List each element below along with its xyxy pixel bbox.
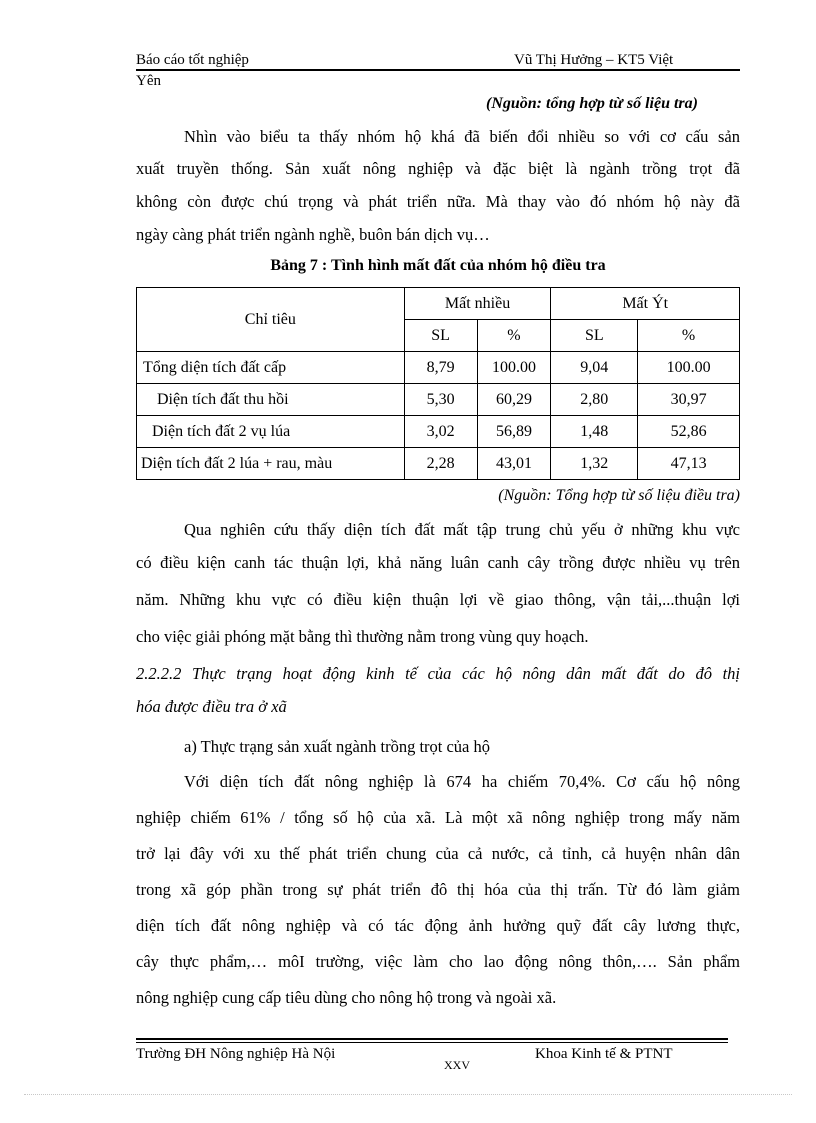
para3-line: cây thực phẩm,… môI trường, việc làm cho lao động nông thôn,…. Sản phẩm <box>136 952 740 971</box>
para3-line: diện tích đất nông nghiệp và có tác động ảnh hưởng quỹ đất cây lương thực, <box>136 916 740 935</box>
para3-line: Với diện tích đất nông nghiệp là 674 ha chiếm 70,4%. Cơ cấu hộ nông <box>184 772 740 791</box>
footer-rule-bottom <box>136 1042 728 1043</box>
para2-line: cho việc giải phóng mặt bằng thì thường nằm trong vùng quy hoạch. <box>136 627 589 646</box>
para1-line: không còn được chú trọng và phát triển nữa. Mà thay vào đó nhóm hộ này đã <box>136 192 740 211</box>
row-label: Diện tích đất 2 vụ lúa <box>137 416 405 448</box>
cell: 3,02 <box>404 416 477 448</box>
cell: 47,13 <box>638 448 740 480</box>
header-wrap: Yên <box>136 73 161 89</box>
cell: 56,89 <box>477 416 551 448</box>
cell: 100.00 <box>477 352 551 384</box>
col-indicator-header: Chỉ tiêu <box>137 288 405 352</box>
table-title: Bảng 7 : Tình hình mất đất của nhóm hộ điều tra <box>270 257 606 274</box>
page-number: XXV <box>444 1058 470 1072</box>
row-label: Diện tích đất thu hồi <box>137 384 405 416</box>
cell: 43,01 <box>477 448 551 480</box>
footer-left: Trường ĐH Nông nghiệp Hà Nội <box>136 1046 336 1062</box>
sub-header-pct: % <box>477 320 551 352</box>
footer-right: Khoa Kinh tế & PTNT <box>535 1046 673 1062</box>
section-heading-cont: hóa được điều tra ở xã <box>136 697 287 716</box>
table-row <box>137 384 740 416</box>
para3-line: nông nghiệp cung cấp tiêu dùng cho nông hộ trong và ngoài xã. <box>136 988 557 1007</box>
row-label: Diện tích đất 2 lúa + rau, màu <box>137 448 405 480</box>
para1-line: Nhìn vào biểu ta thấy nhóm hộ khá đã biến đổi nhiều so với cơ cấu sản <box>184 127 740 146</box>
header-left: Báo cáo tốt nghiệp <box>136 52 249 68</box>
cell: 100.00 <box>638 352 740 384</box>
para1-line: xuất truyền thống. Sản xuất nông nghiệp và đặc biệt là ngành trồng trọt đã <box>136 159 740 178</box>
para3-line: trong xã góp phần trong sự phát triển đô thị hóa của thị trấn. Từ đó làm giảm <box>136 880 740 899</box>
subsection-heading: a) Thực trạng sản xuất ngành trồng trọt của hộ <box>184 737 491 756</box>
sub-header-sl: SL <box>551 320 638 352</box>
para2-line: năm. Những khu vực có điều kiện thuận lợi về giao thông, vận tải,...thuận lợi <box>136 590 740 609</box>
table-row <box>137 416 740 448</box>
table-row <box>137 448 740 480</box>
cell: 1,32 <box>551 448 638 480</box>
cell: 8,79 <box>404 352 477 384</box>
page-edge-dots <box>24 1094 792 1095</box>
sub-header-sl: SL <box>404 320 477 352</box>
source-note-top: (Nguồn: tổng hợp từ số liệu tra) <box>486 95 698 112</box>
para3-line: nghiệp chiếm 61% / tổng số hộ của xã. Là một xã nông nghiệp trong mấy năm <box>136 808 740 827</box>
para2-line: Qua nghiên cứu thấy diện tích đất mất tập trung chủ yếu ở những khu vực <box>184 520 740 539</box>
cell: 52,86 <box>638 416 740 448</box>
data-table <box>136 287 740 480</box>
cell: 2,80 <box>551 384 638 416</box>
cell: 2,28 <box>404 448 477 480</box>
section-heading: 2.2.2.2 Thực trạng hoạt động kinh tế của các hộ nông dân mất đất do đô thị <box>136 664 740 683</box>
group-header-low-loss: Mất Ýt <box>551 288 740 320</box>
para2-line: có điều kiện canh tác thuận lợi, khả năng luân canh cây trồng được nhiều vụ trên <box>136 553 740 572</box>
footer-rule-top <box>136 1038 728 1040</box>
header-right: Vũ Thị Hưởng – KT5 Việt <box>514 52 674 68</box>
cell: 5,30 <box>404 384 477 416</box>
header-rule <box>136 69 740 71</box>
group-header-high-loss: Mất nhiều <box>404 288 551 320</box>
para3-line: trở lại đây với xu thế phát triển chung của cả nước, cả tỉnh, cả huyện nhân dân <box>136 844 740 863</box>
table-row <box>137 352 740 384</box>
sub-header-pct: % <box>638 320 740 352</box>
cell: 60,29 <box>477 384 551 416</box>
cell: 30,97 <box>638 384 740 416</box>
table-source: (Nguồn: Tổng hợp từ số liệu điều tra) <box>498 487 740 504</box>
row-label: Tổng diện tích đất cấp <box>137 352 405 384</box>
cell: 1,48 <box>551 416 638 448</box>
para1-line: ngày càng phát triển ngành nghề, buôn bán dịch vụ… <box>136 225 490 244</box>
cell: 9,04 <box>551 352 638 384</box>
